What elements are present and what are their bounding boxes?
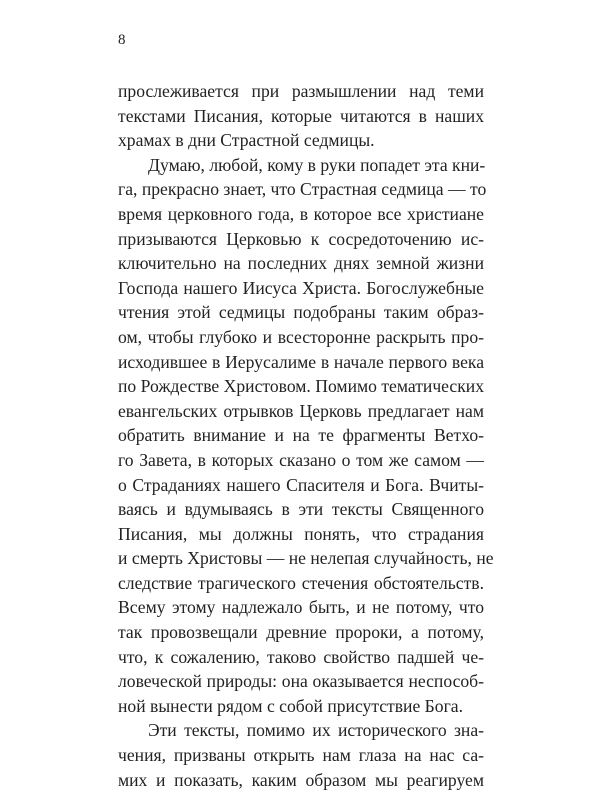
text-line: исходившее в Иерусалиме в начале первого века <box>118 351 484 372</box>
text-line: текстами Писания, которые читаются в наших <box>118 105 484 126</box>
text-line: ловеческой природы: она оказывается неспособ- <box>118 671 484 692</box>
text-line: Всему этому надлежало быть, и не потому, что <box>118 597 484 618</box>
text-line: го Завета, в которых сказано о том же самом — <box>118 449 484 470</box>
text-line: что, к сожалению, таково свойство падшей че- <box>118 646 484 667</box>
text-line: Писания, мы должны понять, что страдания <box>118 523 484 544</box>
paragraph <box>118 718 484 792</box>
text-line: прослеживается при размышлении над теми <box>118 81 484 101</box>
text-line: время церковного года, в которое все христиане <box>118 203 484 224</box>
text-line: Думаю, любой, кому в руки попадет эта кни- <box>148 154 486 175</box>
text-line: ваясь и вдумываясь в эти тексты Священного <box>118 499 484 520</box>
text-line: ом, чтобы глубоко и всесторонне раскрыть про- <box>118 326 484 347</box>
text-line: ключительно на последних днях земной жизни <box>118 253 484 274</box>
text-line: Господа нашего Иисуса Христа. Богослужебные <box>118 277 484 298</box>
page-number: 8 <box>118 32 126 48</box>
text-line: евангельских отрывков Церковь предлагает нам <box>118 400 484 421</box>
text-line: чтения этой седмицы подобраны таким образ- <box>118 302 484 323</box>
text-line: так провозвещали древние пророки, а потому, <box>118 622 484 643</box>
text-line: призываются Церковью к сосредоточению ис- <box>118 228 484 249</box>
text-line: Эти тексты, помимо их исторического зна- <box>148 720 484 741</box>
text-line: храмах в дни Страстной седмицы. <box>118 130 375 151</box>
paragraph <box>118 153 494 719</box>
text-line: ной вынести рядом с собой присутствие Бога. <box>118 695 463 716</box>
text-line: мих и показать, каким образом мы реагируем <box>118 769 484 790</box>
paragraph <box>118 79 484 153</box>
body-text <box>118 79 494 792</box>
text-line: и смерть Христовы — не нелепая случайность, не <box>118 548 494 569</box>
text-line: следствие трагического стечения обстоятельств. <box>118 572 484 593</box>
text-line: о Страданиях нашего Спасителя и Бога. Вчиты- <box>118 474 484 495</box>
text-line: га, прекрасно знает, что Страстная седмица — то <box>118 179 487 200</box>
text-line: чения, призваны открыть нам глаза на нас са- <box>118 745 484 766</box>
text-line: по Рождестве Христовом. Помимо тематических <box>118 376 484 397</box>
text-line: обратить внимание и на те фрагменты Ветхо- <box>118 425 484 446</box>
